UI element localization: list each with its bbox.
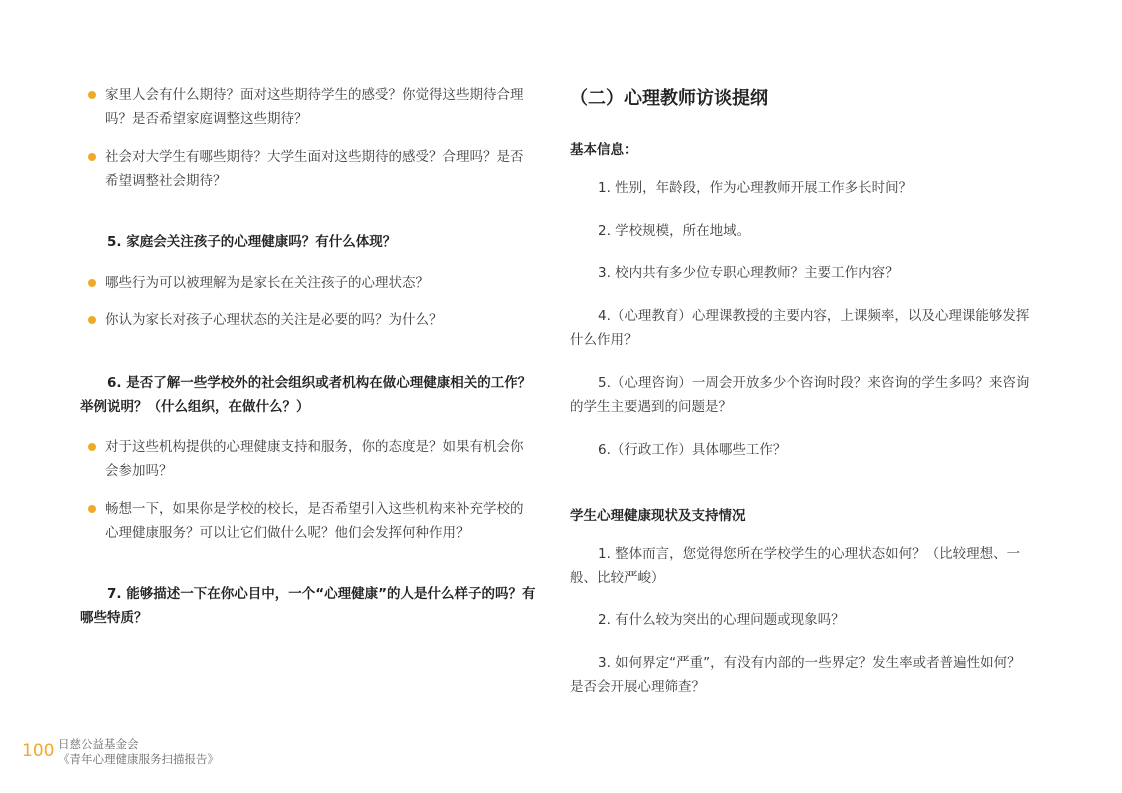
bullet-dot-icon [88, 279, 96, 287]
list-item [80, 271, 536, 295]
page-number: 100 [22, 741, 55, 761]
bullet-dot-icon [88, 443, 96, 451]
list-item [80, 497, 536, 545]
list-item: 3. 校内共有多少位专职心理教师？主要工作内容？ [598, 265, 899, 281]
footer-report-title: 《青年心理健康服务扫描报告》 [58, 752, 219, 766]
list-item: 6.（行政工作）具体哪些工作？ [598, 442, 787, 458]
list-item: 2. 学校规模，所在地域。 [598, 223, 751, 239]
bullet-dot-icon [88, 153, 96, 161]
list-item: 4.（心理教育）心理课教授的主要内容，上课频率，以及心理课能够发挥什么作用？ [570, 308, 1030, 348]
list-item-text: 家里人会有什么期待？面对这些期待学生的感受？你觉得这些期待合理吗？是否希望家庭调整这些期待？ [105, 87, 524, 127]
question-7: 7. 能够描述一下在你心目中，一个“心理健康”的人是什么样子的吗？有哪些特质？ [80, 586, 536, 626]
list-item-text: 畅想一下，如果你是学校的校长，是否希望引入这些机构来补充学校的心理健康服务？可以让它们做什么呢？他们会发挥何种作用？ [105, 501, 524, 541]
list-item [80, 83, 536, 131]
bullet-dot-icon [88, 91, 96, 99]
list-item-text: 社会对大学生有哪些期待？大学生面对这些期待的感受？合理吗？是否希望调整社会期待？ [105, 149, 524, 189]
list-item-text: 对于这些机构提供的心理健康支持和服务，你的态度是？如果有机会你会参加吗？ [105, 439, 524, 479]
footer-org: 日慈公益基金会 [58, 737, 139, 751]
list-item: 3. 如何界定“严重”，有没有内部的一些界定？发生率或者普遍性如何？是否会开展心理筛查？ [570, 655, 1021, 695]
list-item: 5.（心理咨询）一周会开放多少个咨询时段？来咨询的学生多吗？来咨询的学生主要遇到的问题是？ [570, 375, 1030, 415]
list-item [80, 435, 536, 483]
question-6: 6. 是否了解一些学校外的社会组织或者机构在做心理健康相关的工作？举例说明？（什么组织，在做什么？） [80, 375, 532, 415]
list-item-text: 你认为家长对孩子心理状态的关注是必要的吗？为什么？ [105, 312, 443, 328]
list-item: 2. 有什么较为突出的心理问题或现象吗？ [598, 612, 845, 628]
bullet-dot-icon [88, 505, 96, 513]
list-item-text: 哪些行为可以被理解为是家长在关注孩子的心理状态？ [105, 275, 429, 291]
basic-info-label: 基本信息： [570, 142, 638, 158]
list-item [80, 308, 536, 332]
footer-source [58, 737, 219, 767]
list-item [80, 145, 536, 193]
section-title: （二）心理教师访谈提纲 [570, 88, 768, 109]
status-label: 学生心理健康现状及支持情况 [570, 508, 746, 524]
list-item: 1. 性别，年龄段，作为心理教师开展工作多长时间？ [598, 180, 913, 196]
bullet-dot-icon [88, 316, 96, 324]
list-item: 1. 整体而言，您觉得您所在学校学生的心理状态如何？（比较理想、一般、比较严峻） [570, 546, 1021, 586]
question-5: 5. 家庭会关注孩子的心理健康吗？有什么体现？ [107, 234, 397, 250]
